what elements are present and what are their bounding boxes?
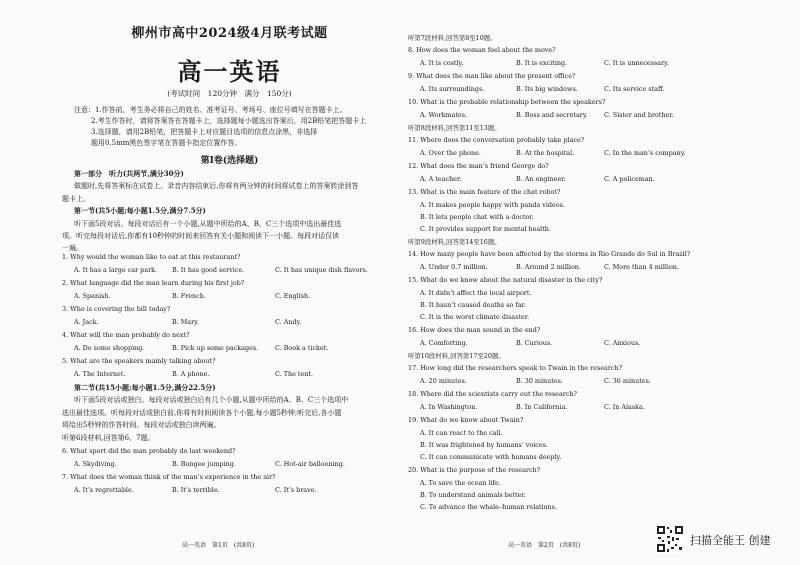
question: 6. What sport did the man probably do last weekend?	[62, 447, 236, 455]
listen-instruction: 听第8段材料,回答第11至13题。	[408, 124, 501, 132]
sec2-block	[62, 382, 397, 444]
option-a: A. Spanish.	[74, 292, 111, 300]
option-c: C. Sister and brother.	[604, 111, 674, 119]
option-b: B. Boss and secretary.	[516, 111, 588, 119]
question: 1. Why would the woman like to eat at this restaurant?	[62, 253, 241, 261]
listen-instruction: 听第7段材料,回答第8至10题。	[408, 34, 497, 42]
question: 16. How does the man sound in the end?	[408, 326, 541, 334]
page-footer: 高一英语 第1页 (共8页)	[182, 542, 255, 549]
option-b: B. It lets people chat with a doctor.	[420, 213, 534, 221]
note-line: 3.选择题，请用2B铅笔，把答题卡上对应题目选项的信息点涂黑，非选择	[91, 128, 318, 136]
option-b: B. It’s terrible.	[172, 486, 220, 494]
option-c: C. Book a ticket.	[275, 344, 329, 352]
option-b: B. It is exciting.	[516, 59, 568, 67]
listen-instruction: 听第9段材料,回答第14至16题。	[408, 238, 501, 246]
question: 15. What do we know about the natural disaster in the city?	[408, 276, 603, 284]
option-c: C. In Alaska.	[604, 403, 645, 411]
note-line: 题用0.5mm黑色签字笔在答题卡指定位置作答。	[91, 139, 242, 147]
sec2-intro: 听下面5段对话或独白。每段对话或独白后有几个小题,从题中所给的A、B、C三个选项中	[74, 396, 349, 405]
option-b: B. At the hospital.	[516, 149, 575, 157]
option-b: B. Around 2 million.	[516, 263, 581, 271]
question: 2. What language did the man learn during his first job?	[62, 279, 245, 287]
question: 11. Where does the conversation probably take place?	[408, 136, 585, 144]
option-a: A. Do some shopping.	[74, 344, 145, 352]
question: 4. What will the man probably do next?	[62, 331, 190, 339]
question: 3. Who is covering the bill today?	[62, 305, 171, 313]
option-c: C. Its service staff.	[604, 85, 665, 93]
question: 13. What is the main feature of the chat robot?	[408, 188, 561, 196]
note-line: 注意：1.作答前，考生务必将自己的姓名、准考证号、考场号、座位号填写在答题卡上。	[74, 106, 347, 114]
option-a: A. Jack.	[74, 318, 99, 326]
option-b: B. Bungee jumping.	[172, 460, 236, 468]
option-a: A. It didn’t affect the local airport.	[420, 289, 532, 297]
option-b: B. It was frightened by humans’ voices.	[420, 441, 548, 449]
question: 7. What does the woman think of the man’s experience in the air?	[62, 473, 276, 481]
option-c: C. It is unnecessary.	[604, 59, 669, 67]
page-right	[408, 0, 740, 565]
option-b: B. A phone.	[172, 370, 210, 378]
question: 12. What does the man’s friend George do?	[408, 162, 549, 170]
listen-instruction: 听第10段材料,回答第17至20题。	[408, 352, 505, 360]
listen-instruction: 听第6段材料,回答第6、7题。	[62, 433, 155, 442]
option-c: C. It has unique dish flavors.	[275, 266, 368, 274]
question: 18. Where did the scientists carry out the research?	[408, 390, 577, 398]
sec1-heading: 第一节(共5小题;每小题1.5分,满分7.5分)	[74, 206, 206, 216]
sec1-intro: 一遍。	[62, 244, 83, 253]
sec2-intro: 将给出5秒钟的作答时间。每段对话或独白读两遍。	[62, 421, 221, 430]
option-a: A. It can react to the call.	[420, 429, 503, 437]
option-b: B. Its big windows.	[516, 85, 578, 93]
subject-title: 高一英语	[177, 57, 282, 86]
note-line: 2.考生作答时，请将答案答在答题卡上，选择题每小题选出答案后，用2B铅笔把答题卡上	[91, 117, 367, 125]
exam-title: 柳州市高中2024级4月联考试题	[131, 26, 328, 41]
option-a: A. Comforting.	[420, 339, 468, 347]
qr-code-icon	[656, 525, 684, 553]
option-c: C. More than 4 million.	[604, 263, 679, 271]
option-c: C. It can communicate with humans deeply.	[420, 453, 562, 461]
sec1-intro: 项。听完每段对话后,你都有10秒钟的时间来回答有关小题和阅读下一小题。每段对话仅读	[62, 232, 340, 241]
option-c: C. In the man’s company.	[604, 149, 686, 157]
sec1-intro: 听下面5段对话。每段对话后有一个小题,从题中所给的A、B、C三个选项中选出最佳选	[74, 219, 342, 228]
question: 8. How does the woman feel about the move?	[408, 46, 556, 54]
option-b: B. An engineer.	[516, 175, 566, 183]
option-c: C. 36 minutes.	[604, 377, 651, 385]
option-b: B. Curious.	[516, 339, 553, 347]
section-title: 第Ⅰ卷(选择题)	[200, 156, 259, 166]
option-b: B. 30 minutes.	[516, 377, 563, 385]
option-c: C. The tent.	[275, 370, 313, 378]
part1-intro: 题卡上。	[62, 194, 90, 203]
option-a: A. 20 minutes.	[420, 377, 467, 385]
option-b: B. It has good service.	[172, 266, 245, 274]
question: 17. How long did the researchers speak to Twain in the research?	[408, 364, 622, 372]
option-a: A. Its surroundings.	[420, 85, 485, 93]
option-a: A. It has a large car park.	[74, 266, 158, 274]
option-b: B. Mary.	[172, 318, 199, 326]
part1-heading: 第一部分 听力(共两节,满分30分)	[74, 169, 184, 178]
question: 19. What do we know about Twain?	[408, 416, 524, 424]
option-a: A. Skydiving.	[74, 460, 117, 468]
option-c: C. Andy.	[275, 318, 302, 326]
option-a: A. It’s regrettable.	[74, 486, 134, 494]
option-c: C. English.	[275, 292, 311, 300]
option-c: C. Anxious.	[604, 339, 641, 347]
option-a: A. Under 0.7 million.	[420, 263, 488, 271]
option-b: B. It hasn’t caused deaths so far.	[420, 301, 526, 309]
option-b: B. In California.	[516, 403, 568, 411]
page-left	[62, 0, 397, 565]
option-a: A. To save the ocean life.	[420, 479, 501, 487]
part1-block	[62, 168, 397, 255]
option-a: A. The Internet.	[74, 370, 126, 378]
option-a: A. It is costly.	[420, 59, 464, 67]
scanner-brand: 扫描全能王 创建	[690, 534, 771, 547]
option-b: B. French.	[172, 292, 206, 300]
part1-intro: 做题时,先将答案标在试卷上。录音内容结束后,你将有两分钟的时间将试卷上的答案转涂到答	[74, 182, 359, 191]
question: 5. What are the speakers mainly talking about?	[62, 357, 216, 365]
option-a: A. Workmates.	[420, 111, 468, 119]
sec2-intro: 选出最佳选项。听每段对话或独白前,你将有时间阅读各个小题,每小题5秒钟;听完后,各小题	[62, 408, 342, 417]
option-c: C. It’s brave.	[275, 486, 317, 494]
option-a: A. A teacher.	[420, 175, 462, 183]
time-line: (考试时间 120分钟 满分 150分)	[167, 89, 292, 98]
option-b: B. To understand animals better.	[420, 491, 526, 499]
page-footer: 高一英语 第2页 (共8页)	[508, 542, 581, 549]
sec2-heading: 第二节(共15小题;每小题1.5分,满分22.5分)	[74, 383, 216, 392]
question: 10. What is the probable relationship between the speakers?	[408, 98, 606, 106]
notes	[74, 105, 394, 149]
option-c: C. A policeman.	[604, 175, 655, 183]
option-b: B. Pick up some packages.	[172, 344, 259, 352]
question: 20. What is the purpose of the research?	[408, 466, 541, 474]
option-a: A. It makes people happy with panda videos.	[420, 201, 565, 209]
question: 9. What does the man like about the present office?	[408, 72, 576, 80]
option-c: C. It provides support for mental health.	[420, 225, 551, 233]
question: 14. How many people have been affected by the storms in Rio Grande do Sul in Brazil?	[408, 250, 691, 258]
option-c: C. To advance the whale–human relations.	[420, 503, 557, 511]
option-a: A. In Washington.	[420, 403, 478, 411]
option-a: A. Over the phone.	[420, 149, 481, 157]
option-c: C. Hot-air ballooning.	[275, 460, 345, 468]
option-c: C. It is the worst climate disaster.	[420, 313, 530, 321]
